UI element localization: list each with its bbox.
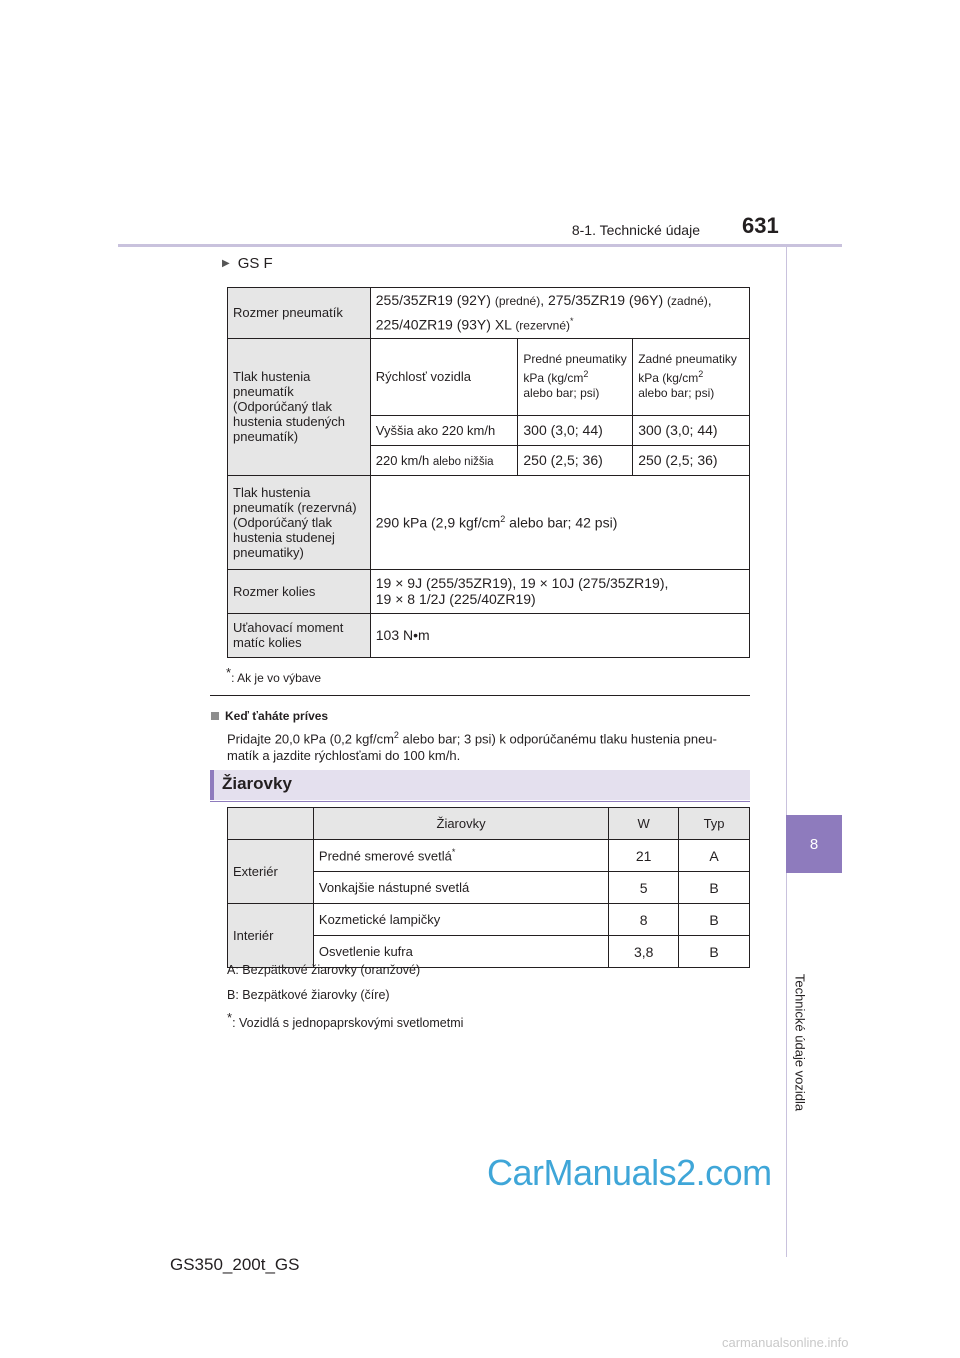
- spare-pressure-label: Tlak hustenia pneumatík (rezervná) (Odporúčaný tlak hustenia studenej pneumatiky): [228, 475, 371, 569]
- pressure-label: Tlak hustenia pneumatík (Odporúčaný tlak hustenia studených pneumatík): [228, 338, 371, 475]
- section-divider: [210, 695, 750, 696]
- page-number: 631: [742, 213, 779, 238]
- torque-label: Uťahovací moment matíc kolies: [228, 613, 371, 657]
- bulb-type: B: [679, 936, 750, 968]
- watermark-text: carmanualsonline.info: [722, 1335, 849, 1350]
- col-header-watt: W: [609, 808, 679, 840]
- rear-pressure-low: 250 (2,5; 36): [633, 445, 750, 475]
- speed-high: Vyššia ako 220 km/h: [370, 415, 518, 445]
- wheel-size-label: Rozmer kolies: [228, 569, 371, 613]
- wheel-size-value: 19 × 9J (255/35ZR19), 19 × 10J (275/35ZR19), 19 × 8 1/2J (225/40ZR19): [370, 569, 749, 613]
- table-header-row: [228, 808, 750, 840]
- legend-a: A: Bezpätkové žiarovky (oranžové): [227, 963, 421, 977]
- front-tire-header: Predné pneumatiky kPa ($kg/cm^2$ alebo bar; psi): [518, 338, 633, 415]
- tire-size-value: 255/35ZR19 (92Y) (predné), 275/35ZR19 (96Y) (zadné), 225/40ZR19 (93Y) XL (rezervné)*: [370, 288, 749, 339]
- bulb-name: Osvetlenie kufra: [313, 936, 608, 968]
- chapter-label: Technické údaje vozidla: [792, 973, 808, 1112]
- group-interior: Interiér: [228, 904, 314, 968]
- side-divider: [786, 247, 787, 1257]
- table-row: [228, 904, 750, 936]
- rear-pressure-high: 300 (3,0; 44): [633, 415, 750, 445]
- bulb-watt: 21: [609, 840, 679, 872]
- table-row: [228, 840, 750, 872]
- tire-size-label: Rozmer pneumatík: [228, 288, 371, 339]
- table-row: [228, 613, 750, 657]
- triangle-bullet-icon: ▶: [222, 258, 230, 269]
- square-bullet-icon: [211, 712, 219, 720]
- col-header-bulbs: Žiarovky: [313, 808, 608, 840]
- chapter-tab: [786, 815, 842, 873]
- chapter-number: 8: [809, 835, 819, 853]
- bulb-type: B: [679, 872, 750, 904]
- spare-pressure-value: 290 kPa (2,9 kgf/$cm^2$ alebo bar; 42 psi): [370, 475, 749, 569]
- table-row: [228, 338, 750, 415]
- footnote: *: Ak je vo výbave: [226, 665, 322, 685]
- rear-tire-header: Zadné pneumatiky kPa ($kg/cm^2$ alebo bar; psi): [633, 338, 750, 415]
- bulb-watt: 3,8: [609, 936, 679, 968]
- bulb-type: B: [679, 904, 750, 936]
- front-pressure-low: 250 (2,5; 36): [518, 445, 633, 475]
- tire-table: [227, 287, 750, 658]
- torque-value: 103 N•m: [370, 613, 749, 657]
- document-code: GS350_200t_GS: [170, 1255, 300, 1274]
- bulb-name: Vonkajšie nástupné svetlá: [313, 872, 608, 904]
- towing-text: Pridajte 20,0 kPa (0,2 kgf/$cm^2$ alebo bar; 3 psi) k odporúčanému tlaku hustenia pneu- matík a jazdite rýchlosťami do 100 km/h.: [227, 730, 717, 764]
- section-title: 8-1. Technické údaje: [571, 222, 700, 238]
- front-pressure-high: 300 (3,0; 44): [518, 415, 633, 445]
- header-divider: [118, 244, 842, 247]
- table-row: [228, 288, 750, 339]
- towing-heading: Keď ťaháte príves: [211, 709, 328, 723]
- bulb-watt: 8: [609, 904, 679, 936]
- bulbs-heading-bar: [210, 770, 750, 800]
- bulbs-table: [227, 807, 750, 968]
- bulb-name: Kozmetické lampičky: [313, 904, 608, 936]
- bulbs-heading-underline: [210, 801, 750, 802]
- bulb-watt: 5: [609, 872, 679, 904]
- watermark-logo: CarManuals2.com: [487, 1152, 772, 1193]
- subsection-heading: ▶ GS F: [222, 255, 273, 272]
- table-row: [228, 475, 750, 569]
- legend-star: *: Vozidlá s jednopaprskovými svetlometmi: [227, 1010, 464, 1031]
- speed-low: 220 km/h alebo nižšia: [370, 445, 518, 475]
- table-row: [228, 569, 750, 613]
- col-header-type: Typ: [679, 808, 750, 840]
- bulbs-heading: Žiarovky: [222, 774, 292, 793]
- group-exterior: Exteriér: [228, 840, 314, 904]
- bulb-name: Predné smerové svetlá*: [313, 840, 608, 872]
- speed-header: Rýchlosť vozidla: [370, 338, 518, 415]
- bulb-type: A: [679, 840, 750, 872]
- legend-b: B: Bezpätkové žiarovky (číre): [227, 988, 390, 1002]
